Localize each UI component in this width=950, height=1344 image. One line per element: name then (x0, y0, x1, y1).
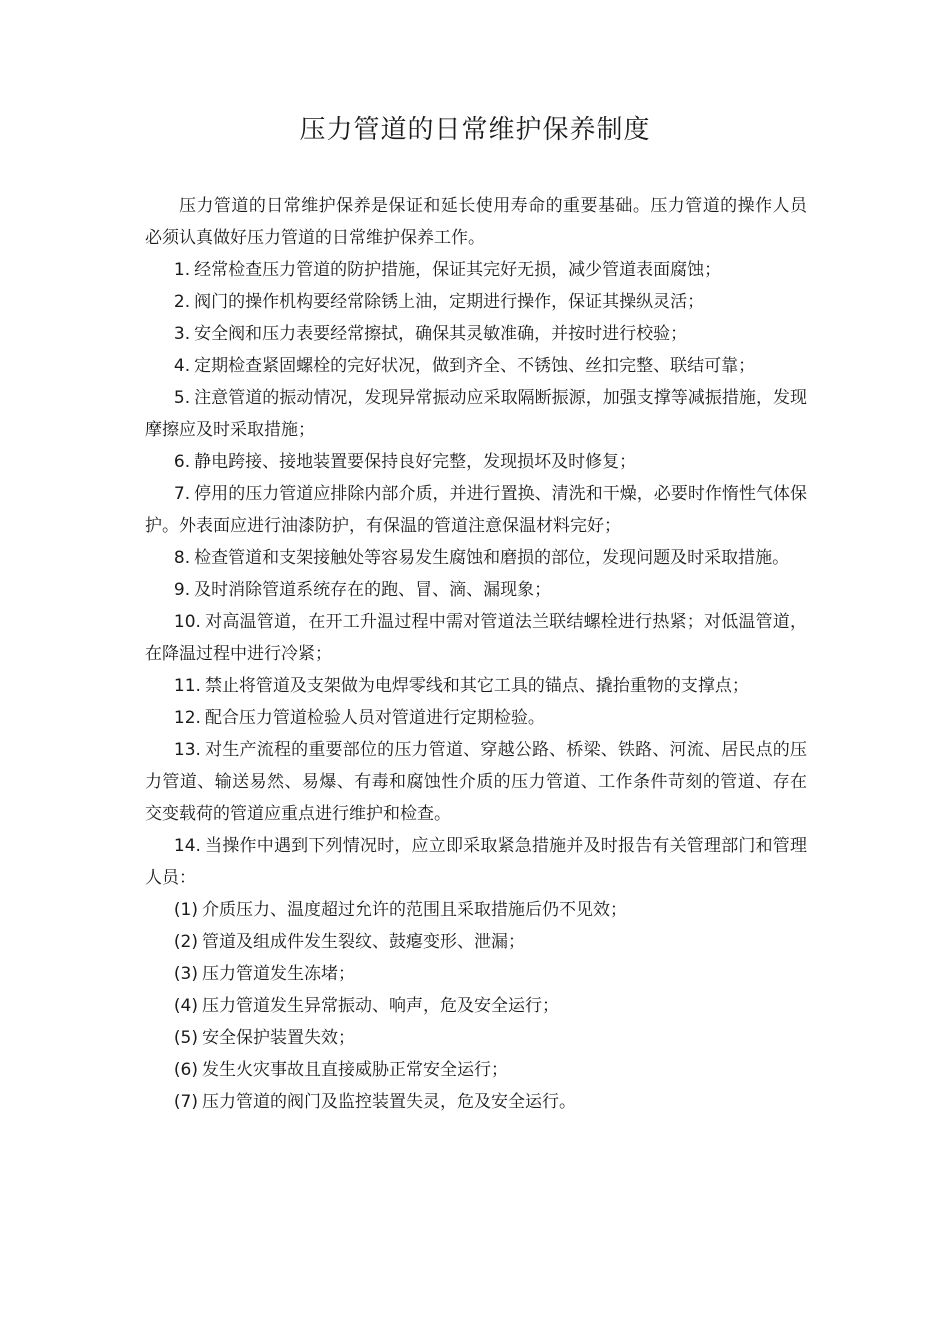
item-number: 8. (173, 548, 191, 568)
intro-paragraph: 压力管道的日常维护保养是保证和延长使用寿命的重要基础。压力管道的操作人员必须认真做好压力管道的日常维护保养工作。 (145, 196, 807, 248)
sub-item-text: 安全保护装置失效； (201, 1028, 355, 1048)
sub-item-number: (4) (173, 996, 198, 1016)
item-text: 对生产流程的重要部位的压力管道、穿越公路、桥梁、铁路、河流、居民点的压力管道、输送易然、易爆、有毒和腐蚀性介质的压力管道、工作条件苛刻的管道、存在交变载荷的管道应重点进行维护和检查。 (145, 740, 807, 824)
sub-item-text: 压力管道发生冻堵； (201, 964, 355, 984)
list-item (145, 350, 807, 382)
list-item (145, 702, 807, 734)
item-number: 12. (173, 708, 201, 728)
list-item (145, 734, 807, 830)
item-number: 2. (173, 292, 191, 312)
item-number: 5. (173, 388, 191, 408)
sub-item-text: 管道及组成件发生裂纹、鼓瘪变形、泄漏； (201, 932, 525, 952)
document-title: 压力管道的日常维护保养制度 (299, 115, 651, 145)
sub-item-number: (1) (173, 900, 198, 920)
sub-item-text: 发生火灾事故且直接威胁正常安全运行； (201, 1060, 508, 1080)
item-number: 13. (173, 740, 201, 760)
list-item (145, 478, 807, 542)
list-item (145, 670, 807, 702)
item-text: 静电跨接、接地装置要保持良好完整，发现损坏及时修复； (194, 452, 637, 472)
list-item (145, 542, 807, 574)
item-number: 3. (173, 324, 191, 344)
item-number: 4. (173, 356, 191, 376)
item-text: 检查管道和支架接触处等容易发生腐蚀和磨损的部位，发现问题及时采取措施。 (194, 548, 790, 568)
item-text: 阀门的操作机构要经常除锈上油，定期进行操作，保证其操纵灵活； (194, 292, 705, 312)
sub-item-text: 介质压力、温度超过允许的范围且采取措施后仍不见效； (201, 900, 627, 920)
item-number: 10. (173, 612, 201, 632)
item-text: 对高温管道，在开工升温过程中需对管道法兰联结螺栓进行热紧；对低温管道，在降温过程中进行冷紧； (145, 612, 807, 664)
list-item (145, 574, 807, 606)
list-item (145, 606, 807, 670)
item-text: 停用的压力管道应排除内部介质，并进行置换、清洗和干燥，必要时作惰性气体保护。外表面应进行油漆防护，有保温的管道注意保温材料完好； (145, 484, 807, 536)
item-number: 1. (173, 260, 191, 280)
list-item (145, 318, 807, 350)
item-text: 当操作中遇到下列情况时，应立即采取紧急措施并及时报告有关管理部门和管理人员： (145, 836, 807, 888)
item-number: 6. (173, 452, 191, 472)
sub-item-number: (5) (173, 1028, 198, 1048)
sub-list-item (145, 958, 807, 990)
item-text: 安全阀和压力表要经常擦拭，确保其灵敏准确，并按时进行校验； (194, 324, 688, 344)
list-item (145, 830, 807, 894)
item-number: 7. (173, 484, 191, 504)
item-text: 禁止将管道及支架做为电焊零线和其它工具的锚点、撬抬重物的支撑点； (204, 676, 749, 696)
item-text: 经常检查压力管道的防护措施，保证其完好无损，减少管道表面腐蚀； (194, 260, 722, 280)
list-item (145, 254, 807, 286)
item-text: 配合压力管道检验人员对管道进行定期检验。 (204, 708, 545, 728)
item-number: 9. (173, 580, 191, 600)
sub-item-text: 压力管道的阀门及监控装置失灵，危及安全运行。 (201, 1092, 576, 1112)
list-item (145, 382, 807, 446)
item-number: 14. (173, 836, 201, 856)
list-item (145, 446, 807, 478)
item-number: 11. (173, 676, 201, 696)
list-item (145, 286, 807, 318)
sub-list-item (145, 990, 807, 1022)
sub-list-item (145, 926, 807, 958)
sub-item-text: 压力管道发生异常振动、响声，危及安全运行； (201, 996, 559, 1016)
item-text: 定期检查紧固螺栓的完好状况，做到齐全、不锈蚀、丝扣完整、联结可靠； (194, 356, 756, 376)
sub-list-item (145, 1054, 807, 1086)
sub-item-number: (6) (173, 1060, 198, 1080)
sub-list-item (145, 1022, 807, 1054)
sub-item-number: (3) (173, 964, 198, 984)
sub-list-item (145, 1086, 807, 1118)
sub-item-number: (2) (173, 932, 198, 952)
item-text: 注意管道的振动情况，发现异常振动应采取隔断振源，加强支撑等减振措施，发现摩擦应及时采取措施； (145, 388, 807, 440)
sub-item-number: (7) (173, 1092, 198, 1112)
document-body (145, 190, 807, 1118)
sub-list-item (145, 894, 807, 926)
item-text: 及时消除管道系统存在的跑、冒、滴、漏现象； (194, 580, 552, 600)
